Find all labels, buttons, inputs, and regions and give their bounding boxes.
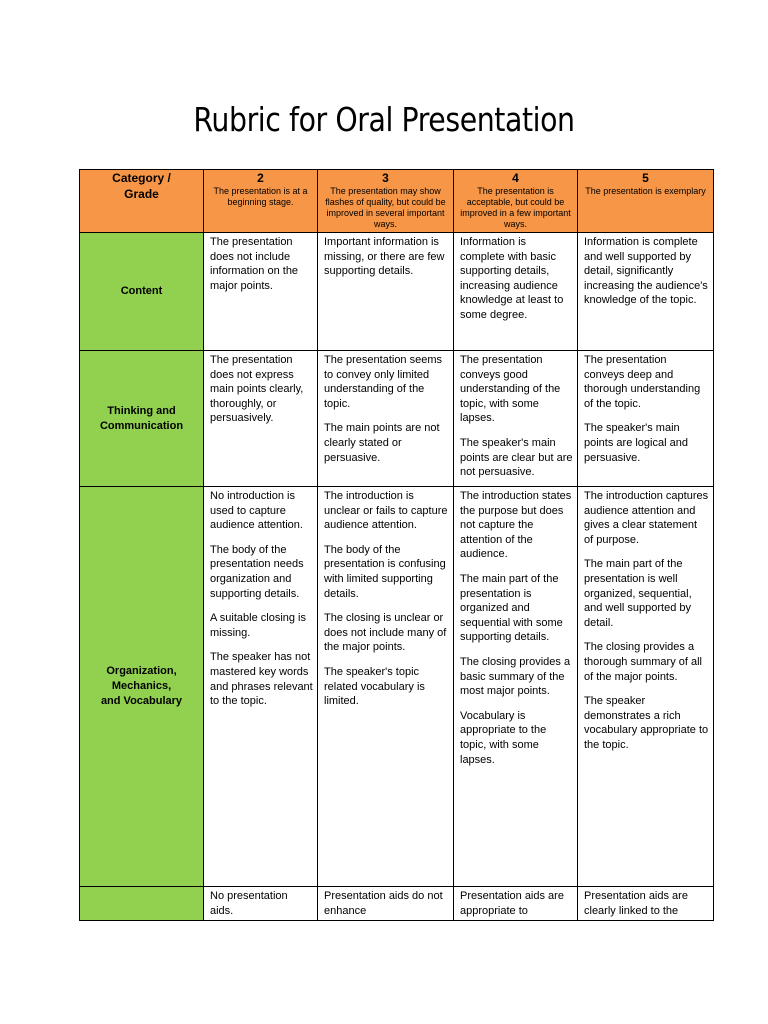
cell-text: The main part of the presentation is organized and sequential with some supporting details. [460, 572, 563, 644]
cell-text: No presentation aids. [210, 890, 288, 917]
cell-text: The introduction is unclear or fails to capture audience attention. [324, 490, 448, 532]
rubric-cell [204, 233, 318, 351]
page-title: Rubric for Oral Presentation [193, 100, 575, 139]
rubric-cell [318, 351, 454, 487]
cell-text: The presentation conveys deep and thorough understanding of the topic. [584, 354, 701, 410]
grade-number: 2 [257, 171, 264, 185]
rubric-cell [454, 887, 578, 921]
cell-text: Information is complete with basic supporting details, increasing audience knowledge at least to some degree. [460, 236, 564, 321]
category-presentation-aids [80, 887, 204, 921]
header-grade-5 [578, 170, 714, 233]
cell-text: Vocabulary is appropriate to the topic, with some lapses. [460, 709, 547, 766]
category-content [80, 233, 204, 351]
cell-text: The main part of the presentation is well organized, sequential, and well supported by detail. [584, 558, 692, 629]
header-category-cell [80, 170, 204, 233]
row-organization [80, 487, 714, 887]
grade-number: 3 [382, 171, 389, 185]
rubric-cell [318, 233, 454, 351]
cell-text: The presentation does not include information on the major points. [210, 236, 299, 292]
rubric-cell [578, 233, 714, 351]
header-grade-3 [318, 170, 454, 233]
rubric-cell [204, 351, 318, 487]
grade-description: The presentation is acceptable, but could be improved in a few important ways. [460, 186, 571, 229]
cell-text: The speaker's main points are clear but are not persuasive. [460, 436, 573, 479]
row-presentation-aids [80, 887, 714, 921]
cell-text: Information is complete and well supported by detail, significantly increasing the audience's knowledge of the topic. [584, 236, 708, 307]
rubric-cell [204, 487, 318, 887]
grade-description: The presentation may show flashes of quality, but could be improved in several important ways. [325, 186, 446, 229]
cell-text: The speaker's topic related vocabulary is limited. [324, 665, 425, 708]
cell-text: Presentation aids do not enhance [324, 890, 443, 917]
cell-text: The closing is unclear or does not include many of the major points. [324, 612, 447, 654]
rubric-cell [454, 487, 578, 887]
grade-description: The presentation is exemplary [585, 186, 706, 196]
cell-text: The speaker demonstrates a rich vocabulary appropriate to the topic. [584, 695, 709, 751]
rubric-cell [578, 487, 714, 887]
cell-text: The closing provides a thorough summary of all of the major points. [584, 641, 702, 683]
rubric-cell [578, 887, 714, 921]
header-grade-2 [204, 170, 318, 233]
cell-text: A suitable closing is missing. [210, 612, 306, 639]
category-organization-mechanics-vocabulary [80, 487, 204, 887]
rubric-cell [454, 351, 578, 487]
cell-text: The presentation conveys good understanding of the topic, with some lapses. [460, 354, 561, 425]
header-grade-4 [454, 170, 578, 233]
cell-text: Presentation aids are clearly linked to the [584, 890, 688, 917]
cell-text: The main points are not clearly stated or persuasive. [324, 422, 440, 464]
cell-text: No introduction is used to capture audience attention. [210, 490, 303, 532]
rubric-cell [204, 887, 318, 921]
row-thinking-communication [80, 351, 714, 487]
grade-number: 5 [642, 171, 649, 185]
cell-text: The introduction states the purpose but does not capture the attention of the audience. [460, 490, 572, 561]
category-label: Content [120, 285, 163, 297]
cell-text: The presentation does not express main points clearly, thoroughly, or persuasively. [210, 354, 304, 425]
cell-text: The body of the presentation needs organization and supporting details. [210, 543, 304, 600]
cell-text: The speaker's main points are logical and persuasive. [584, 422, 688, 464]
cell-text: The introduction captures audience attention and gives a clear statement of purpose. [584, 490, 709, 546]
cell-text: The closing provides a basic summary of the most major points. [460, 655, 571, 698]
cell-text: The presentation seems to convey only limited understanding of the topic. [324, 354, 443, 410]
category-label: Thinking and Communication [99, 404, 184, 432]
rubric-cell [578, 351, 714, 487]
row-content [80, 233, 714, 351]
rubric-table [79, 169, 714, 921]
category-label: Organization, Mechanics, and Vocabulary [100, 665, 183, 707]
cell-text: Important information is missing, or there are few supporting details. [324, 236, 445, 278]
cell-text: The body of the presentation is confusing with limited supporting details. [324, 543, 446, 600]
rubric-cell [318, 487, 454, 887]
header-category-label: Category / Grade [112, 171, 171, 201]
cell-text: The speaker has not mastered key words and phrases relevant to the topic. [210, 651, 313, 708]
grade-number: 4 [512, 171, 519, 185]
rubric-cell [454, 233, 578, 351]
grade-description: The presentation is at a beginning stage. [213, 186, 308, 207]
rubric-cell [318, 887, 454, 921]
cell-text: Presentation aids are appropriate to [460, 890, 564, 917]
header-row [80, 170, 714, 233]
category-thinking-communication [80, 351, 204, 487]
